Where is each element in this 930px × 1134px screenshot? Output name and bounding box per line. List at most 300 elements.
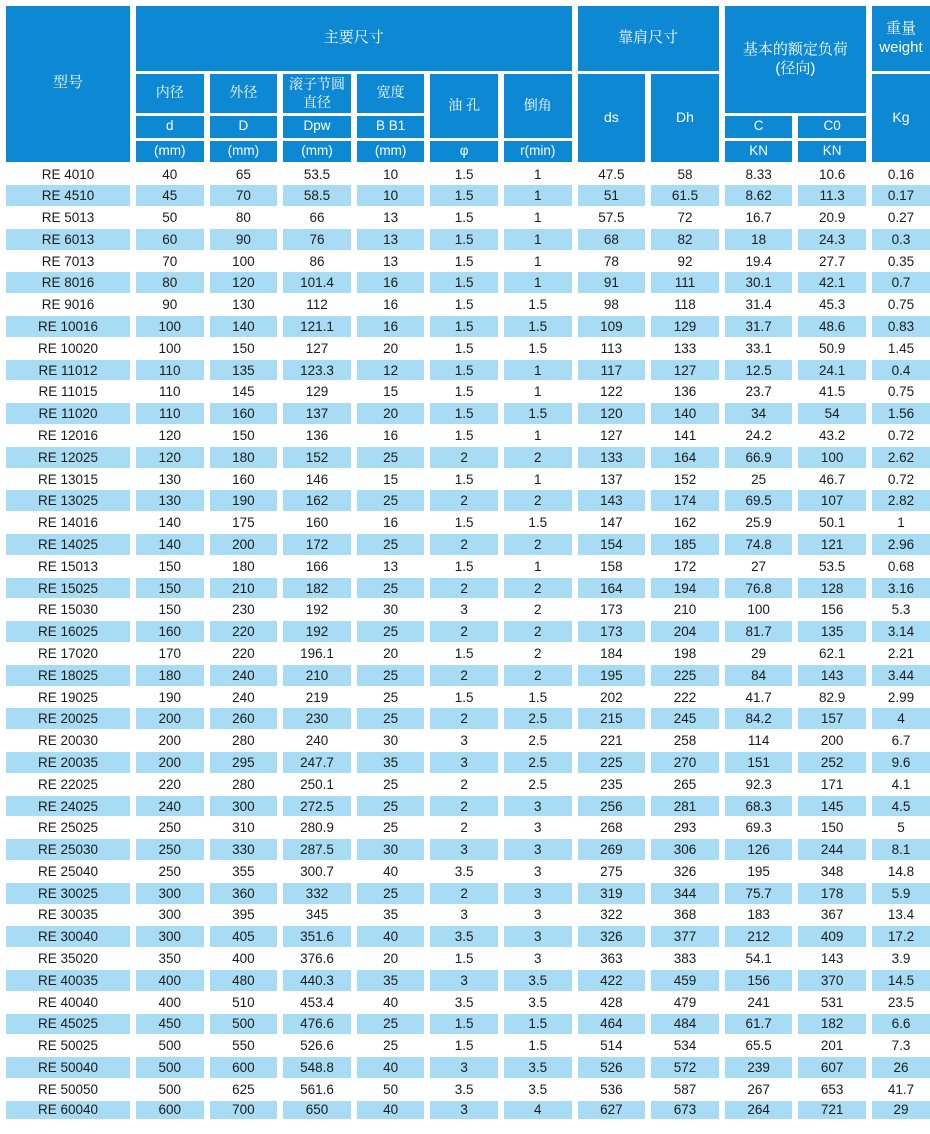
value-cell: 66: [280, 207, 354, 229]
model-cell: RE 18025: [3, 664, 133, 686]
value-cell: 212: [722, 926, 796, 948]
value-cell: 74.8: [722, 534, 796, 556]
value-cell: 25: [354, 664, 428, 686]
value-cell: 16.7: [722, 207, 796, 229]
value-cell: 200: [207, 534, 281, 556]
value-cell: 1.5: [427, 207, 501, 229]
value-cell: 86: [280, 250, 354, 272]
table-row: [3, 730, 930, 752]
model-cell: RE 25040: [3, 861, 133, 883]
value-cell: 3.5: [427, 1078, 501, 1100]
value-cell: 1.5: [501, 403, 575, 425]
value-cell: 192: [280, 599, 354, 621]
value-cell: 280.9: [280, 817, 354, 839]
value-cell: 587: [648, 1078, 722, 1100]
value-cell: 30: [354, 730, 428, 752]
value-cell: 123.3: [280, 359, 354, 381]
value-cell: 245: [648, 708, 722, 730]
value-cell: 368: [648, 904, 722, 926]
value-cell: 146: [280, 468, 354, 490]
value-cell: 40: [354, 1100, 428, 1122]
value-cell: 81.7: [722, 621, 796, 643]
value-cell: 2: [427, 621, 501, 643]
model-cell: RE 12016: [3, 425, 133, 447]
value-cell: 210: [648, 599, 722, 621]
table-row: [3, 882, 930, 904]
header-unit-mm-d: (mm): [133, 139, 207, 163]
value-cell: 72: [648, 207, 722, 229]
value-cell: 25: [354, 1035, 428, 1057]
value-cell: 3: [501, 948, 575, 970]
value-cell: 192: [280, 621, 354, 643]
table-row: [3, 512, 930, 534]
value-cell: 140: [133, 512, 207, 534]
model-cell: RE 25025: [3, 817, 133, 839]
value-cell: 16: [354, 512, 428, 534]
value-cell: 1.5: [427, 163, 501, 185]
model-cell: RE 9016: [3, 294, 133, 316]
value-cell: 721: [795, 1100, 869, 1122]
table-row: [3, 359, 930, 381]
header-kg: Kg: [869, 72, 930, 163]
value-cell: 400: [133, 969, 207, 991]
value-cell: 0.72: [869, 468, 930, 490]
value-cell: 300: [133, 882, 207, 904]
value-cell: 196.1: [280, 643, 354, 665]
header-Dh: Dh: [648, 72, 722, 163]
value-cell: 2: [501, 621, 575, 643]
model-cell: RE 45025: [3, 1013, 133, 1035]
value-cell: 70: [207, 185, 281, 207]
value-cell: 185: [648, 534, 722, 556]
value-cell: 287.5: [280, 839, 354, 861]
value-cell: 1.5: [427, 185, 501, 207]
value-cell: 114: [722, 730, 796, 752]
value-cell: 34: [722, 403, 796, 425]
value-cell: 215: [575, 708, 649, 730]
value-cell: 310: [207, 817, 281, 839]
value-cell: 80: [207, 207, 281, 229]
header-BB1: B B1: [354, 114, 428, 139]
model-cell: RE 15025: [3, 577, 133, 599]
header-rmin: r(min): [501, 139, 575, 163]
value-cell: 376.6: [280, 948, 354, 970]
value-cell: 126: [722, 839, 796, 861]
value-cell: 600: [207, 1057, 281, 1079]
value-cell: 7.3: [869, 1035, 930, 1057]
value-cell: 240: [207, 664, 281, 686]
value-cell: 8.1: [869, 839, 930, 861]
table-row: [3, 773, 930, 795]
value-cell: 3.14: [869, 621, 930, 643]
value-cell: 164: [575, 577, 649, 599]
value-cell: 3: [501, 817, 575, 839]
value-cell: 377: [648, 926, 722, 948]
value-cell: 4: [501, 1100, 575, 1122]
value-cell: 1.56: [869, 403, 930, 425]
value-cell: 140: [648, 403, 722, 425]
value-cell: 166: [280, 555, 354, 577]
value-cell: 2.96: [869, 534, 930, 556]
value-cell: 61.7: [722, 1013, 796, 1035]
value-cell: 484: [648, 1013, 722, 1035]
value-cell: 2: [427, 534, 501, 556]
table-row: [3, 817, 930, 839]
value-cell: 53.5: [795, 555, 869, 577]
value-cell: 3: [427, 752, 501, 774]
value-cell: 20: [354, 948, 428, 970]
value-cell: 500: [133, 1035, 207, 1057]
value-cell: 135: [207, 359, 281, 381]
model-cell: RE 8016: [3, 272, 133, 294]
value-cell: 3: [427, 1057, 501, 1079]
header-unit-mm-B: (mm): [354, 139, 428, 163]
value-cell: 3.5: [501, 969, 575, 991]
header-weight-en: weight: [879, 39, 923, 57]
value-cell: 40: [133, 163, 207, 185]
value-cell: 65.5: [722, 1035, 796, 1057]
value-cell: 20: [354, 643, 428, 665]
table-row: [3, 577, 930, 599]
value-cell: 54: [795, 403, 869, 425]
table-row: [3, 207, 930, 229]
value-cell: 0.68: [869, 555, 930, 577]
value-cell: 150: [207, 425, 281, 447]
value-cell: 25: [354, 577, 428, 599]
value-cell: 2.62: [869, 446, 930, 468]
value-cell: 2: [427, 817, 501, 839]
value-cell: 195: [575, 664, 649, 686]
value-cell: 256: [575, 795, 649, 817]
value-cell: 2.5: [501, 752, 575, 774]
model-cell: RE 13015: [3, 468, 133, 490]
table-row: [3, 1100, 930, 1122]
value-cell: 156: [722, 969, 796, 991]
value-cell: 25: [354, 795, 428, 817]
value-cell: 5.3: [869, 599, 930, 621]
value-cell: 3.5: [427, 861, 501, 883]
value-cell: 42.1: [795, 272, 869, 294]
value-cell: 1.5: [501, 512, 575, 534]
value-cell: 150: [795, 817, 869, 839]
value-cell: 1: [501, 425, 575, 447]
model-cell: RE 35020: [3, 948, 133, 970]
model-cell: RE 40035: [3, 969, 133, 991]
value-cell: 30: [354, 839, 428, 861]
header-ds: ds: [575, 72, 649, 163]
table-row: [3, 381, 930, 403]
value-cell: 84: [722, 664, 796, 686]
value-cell: 700: [207, 1100, 281, 1122]
value-cell: 0.7: [869, 272, 930, 294]
value-cell: 300: [133, 926, 207, 948]
value-cell: 68.3: [722, 795, 796, 817]
value-cell: 0.83: [869, 316, 930, 338]
table-row: [3, 468, 930, 490]
value-cell: 500: [133, 1057, 207, 1079]
value-cell: 350: [133, 948, 207, 970]
value-cell: 3: [501, 904, 575, 926]
value-cell: 112: [280, 294, 354, 316]
value-cell: 43.2: [795, 425, 869, 447]
table-body: [3, 163, 930, 1122]
value-cell: 480: [207, 969, 281, 991]
value-cell: 184: [575, 643, 649, 665]
value-cell: 80: [133, 272, 207, 294]
table-row: [3, 1057, 930, 1079]
value-cell: 348: [795, 861, 869, 883]
value-cell: 3.44: [869, 664, 930, 686]
value-cell: 235: [575, 773, 649, 795]
value-cell: 200: [133, 752, 207, 774]
value-cell: 29: [722, 643, 796, 665]
value-cell: 1.5: [427, 1035, 501, 1057]
header-D: D: [207, 114, 281, 139]
value-cell: 92: [648, 250, 722, 272]
value-cell: 50: [354, 1078, 428, 1100]
value-cell: 459: [648, 969, 722, 991]
value-cell: 173: [575, 599, 649, 621]
value-cell: 2.5: [501, 708, 575, 730]
table-row: [3, 686, 930, 708]
model-cell: RE 15030: [3, 599, 133, 621]
table-row: [3, 839, 930, 861]
value-cell: 3.5: [427, 926, 501, 948]
value-cell: 240: [133, 795, 207, 817]
value-cell: 395: [207, 904, 281, 926]
value-cell: 90: [207, 228, 281, 250]
value-cell: 269: [575, 839, 649, 861]
value-cell: 76: [280, 228, 354, 250]
value-cell: 1.45: [869, 337, 930, 359]
value-cell: 25: [354, 882, 428, 904]
value-cell: 400: [133, 991, 207, 1013]
value-cell: 2: [427, 882, 501, 904]
value-cell: 23.5: [869, 991, 930, 1013]
value-cell: 1.5: [427, 643, 501, 665]
value-cell: 351.6: [280, 926, 354, 948]
value-cell: 53.5: [280, 163, 354, 185]
header-unit-kn-C: KN: [722, 139, 796, 163]
value-cell: 267: [722, 1078, 796, 1100]
value-cell: 175: [207, 512, 281, 534]
header-basic-rated-load-line1: 基本的额定负荷: [742, 40, 848, 58]
value-cell: 561.6: [280, 1078, 354, 1100]
header-C: C: [722, 114, 796, 139]
value-cell: 164: [648, 446, 722, 468]
model-cell: RE 17020: [3, 643, 133, 665]
value-cell: 1: [501, 228, 575, 250]
value-cell: 109: [575, 316, 649, 338]
value-cell: 428: [575, 991, 649, 1013]
value-cell: 1: [501, 250, 575, 272]
value-cell: 204: [648, 621, 722, 643]
value-cell: 2.21: [869, 643, 930, 665]
value-cell: 180: [133, 664, 207, 686]
table-row: [3, 163, 930, 185]
header-weight: [869, 3, 930, 72]
header-inner-diameter: 内径: [133, 72, 207, 114]
value-cell: 122: [575, 381, 649, 403]
value-cell: 75.7: [722, 882, 796, 904]
value-cell: 201: [795, 1035, 869, 1057]
table-row: [3, 534, 930, 556]
value-cell: 170: [133, 643, 207, 665]
value-cell: 27.7: [795, 250, 869, 272]
value-cell: 129: [648, 316, 722, 338]
value-cell: 69.5: [722, 490, 796, 512]
value-cell: 62.1: [795, 643, 869, 665]
value-cell: 1: [501, 381, 575, 403]
value-cell: 127: [648, 359, 722, 381]
value-cell: 13: [354, 555, 428, 577]
model-cell: RE 20030: [3, 730, 133, 752]
value-cell: 1.5: [427, 555, 501, 577]
value-cell: 180: [207, 555, 281, 577]
value-cell: 268: [575, 817, 649, 839]
value-cell: 250.1: [280, 773, 354, 795]
table-row: [3, 904, 930, 926]
value-cell: 4.1: [869, 773, 930, 795]
value-cell: 2: [427, 708, 501, 730]
value-cell: 100: [207, 250, 281, 272]
value-cell: 183: [722, 904, 796, 926]
value-cell: 111: [648, 272, 722, 294]
value-cell: 82: [648, 228, 722, 250]
value-cell: 500: [133, 1078, 207, 1100]
value-cell: 25: [354, 686, 428, 708]
value-cell: 272.5: [280, 795, 354, 817]
header-Dpw: Dpw: [280, 114, 354, 139]
value-cell: 295: [207, 752, 281, 774]
value-cell: 14.8: [869, 861, 930, 883]
value-cell: 2: [501, 599, 575, 621]
value-cell: 0.3: [869, 228, 930, 250]
header-basic-rated-load-line2: (径向): [775, 60, 816, 78]
value-cell: 0.16: [869, 163, 930, 185]
value-cell: 162: [648, 512, 722, 534]
value-cell: 510: [207, 991, 281, 1013]
model-cell: RE 20035: [3, 752, 133, 774]
value-cell: 143: [795, 664, 869, 686]
header-main-dimensions: 主要尺寸: [133, 3, 575, 72]
table-row: [3, 1078, 930, 1100]
value-cell: 247.7: [280, 752, 354, 774]
value-cell: 326: [648, 861, 722, 883]
value-cell: 143: [575, 490, 649, 512]
value-cell: 40: [354, 1057, 428, 1079]
value-cell: 1.5: [427, 381, 501, 403]
value-cell: 82.9: [795, 686, 869, 708]
value-cell: 110: [133, 381, 207, 403]
value-cell: 50.9: [795, 337, 869, 359]
value-cell: 1: [869, 512, 930, 534]
table-row: [3, 1035, 930, 1057]
value-cell: 1.5: [427, 403, 501, 425]
value-cell: 241: [722, 991, 796, 1013]
table-row: [3, 948, 930, 970]
value-cell: 1.5: [427, 948, 501, 970]
header-roller-pitch-diameter: [280, 72, 354, 114]
value-cell: 127: [280, 337, 354, 359]
value-cell: 24.1: [795, 359, 869, 381]
value-cell: 1.5: [501, 1035, 575, 1057]
value-cell: 1: [501, 163, 575, 185]
table-row: [3, 316, 930, 338]
value-cell: 450: [133, 1013, 207, 1035]
value-cell: 16: [354, 425, 428, 447]
model-cell: RE 20025: [3, 708, 133, 730]
header-unit-mm-D: (mm): [207, 139, 281, 163]
value-cell: 90: [133, 294, 207, 316]
table-row: [3, 664, 930, 686]
value-cell: 10: [354, 163, 428, 185]
table-row: [3, 403, 930, 425]
value-cell: 133: [575, 446, 649, 468]
value-cell: 200: [795, 730, 869, 752]
value-cell: 1.5: [501, 337, 575, 359]
value-cell: 219: [280, 686, 354, 708]
value-cell: 627: [575, 1100, 649, 1122]
value-cell: 8.62: [722, 185, 796, 207]
value-cell: 2: [427, 795, 501, 817]
table-row: [3, 752, 930, 774]
value-cell: 1.5: [501, 686, 575, 708]
value-cell: 1.5: [427, 1013, 501, 1035]
value-cell: 18: [722, 228, 796, 250]
value-cell: 3: [427, 730, 501, 752]
value-cell: 293: [648, 817, 722, 839]
table-row: [3, 555, 930, 577]
value-cell: 45.3: [795, 294, 869, 316]
table-row: [3, 643, 930, 665]
model-cell: RE 11015: [3, 381, 133, 403]
value-cell: 160: [207, 468, 281, 490]
value-cell: 1: [501, 359, 575, 381]
value-cell: 92.3: [722, 773, 796, 795]
value-cell: 58: [648, 163, 722, 185]
header-C0: C0: [795, 114, 869, 139]
value-cell: 440.3: [280, 969, 354, 991]
value-cell: 110: [133, 403, 207, 425]
value-cell: 476.6: [280, 1013, 354, 1035]
value-cell: 453.4: [280, 991, 354, 1013]
value-cell: 2.5: [501, 773, 575, 795]
value-cell: 673: [648, 1100, 722, 1122]
value-cell: 35: [354, 969, 428, 991]
value-cell: 9.6: [869, 752, 930, 774]
table-row: [3, 185, 930, 207]
value-cell: 160: [133, 621, 207, 643]
value-cell: 100: [722, 599, 796, 621]
value-cell: 101.4: [280, 272, 354, 294]
header-d: d: [133, 114, 207, 139]
value-cell: 600: [133, 1100, 207, 1122]
model-cell: RE 14025: [3, 534, 133, 556]
model-cell: RE 4510: [3, 185, 133, 207]
value-cell: 23.7: [722, 381, 796, 403]
model-cell: RE 40040: [3, 991, 133, 1013]
value-cell: 1.5: [427, 316, 501, 338]
value-cell: 221: [575, 730, 649, 752]
value-cell: 220: [207, 621, 281, 643]
value-cell: 383: [648, 948, 722, 970]
value-cell: 514: [575, 1035, 649, 1057]
table-row: [3, 294, 930, 316]
header-unit-kn-C0: KN: [795, 139, 869, 163]
value-cell: 1.5: [501, 316, 575, 338]
value-cell: 239: [722, 1057, 796, 1079]
